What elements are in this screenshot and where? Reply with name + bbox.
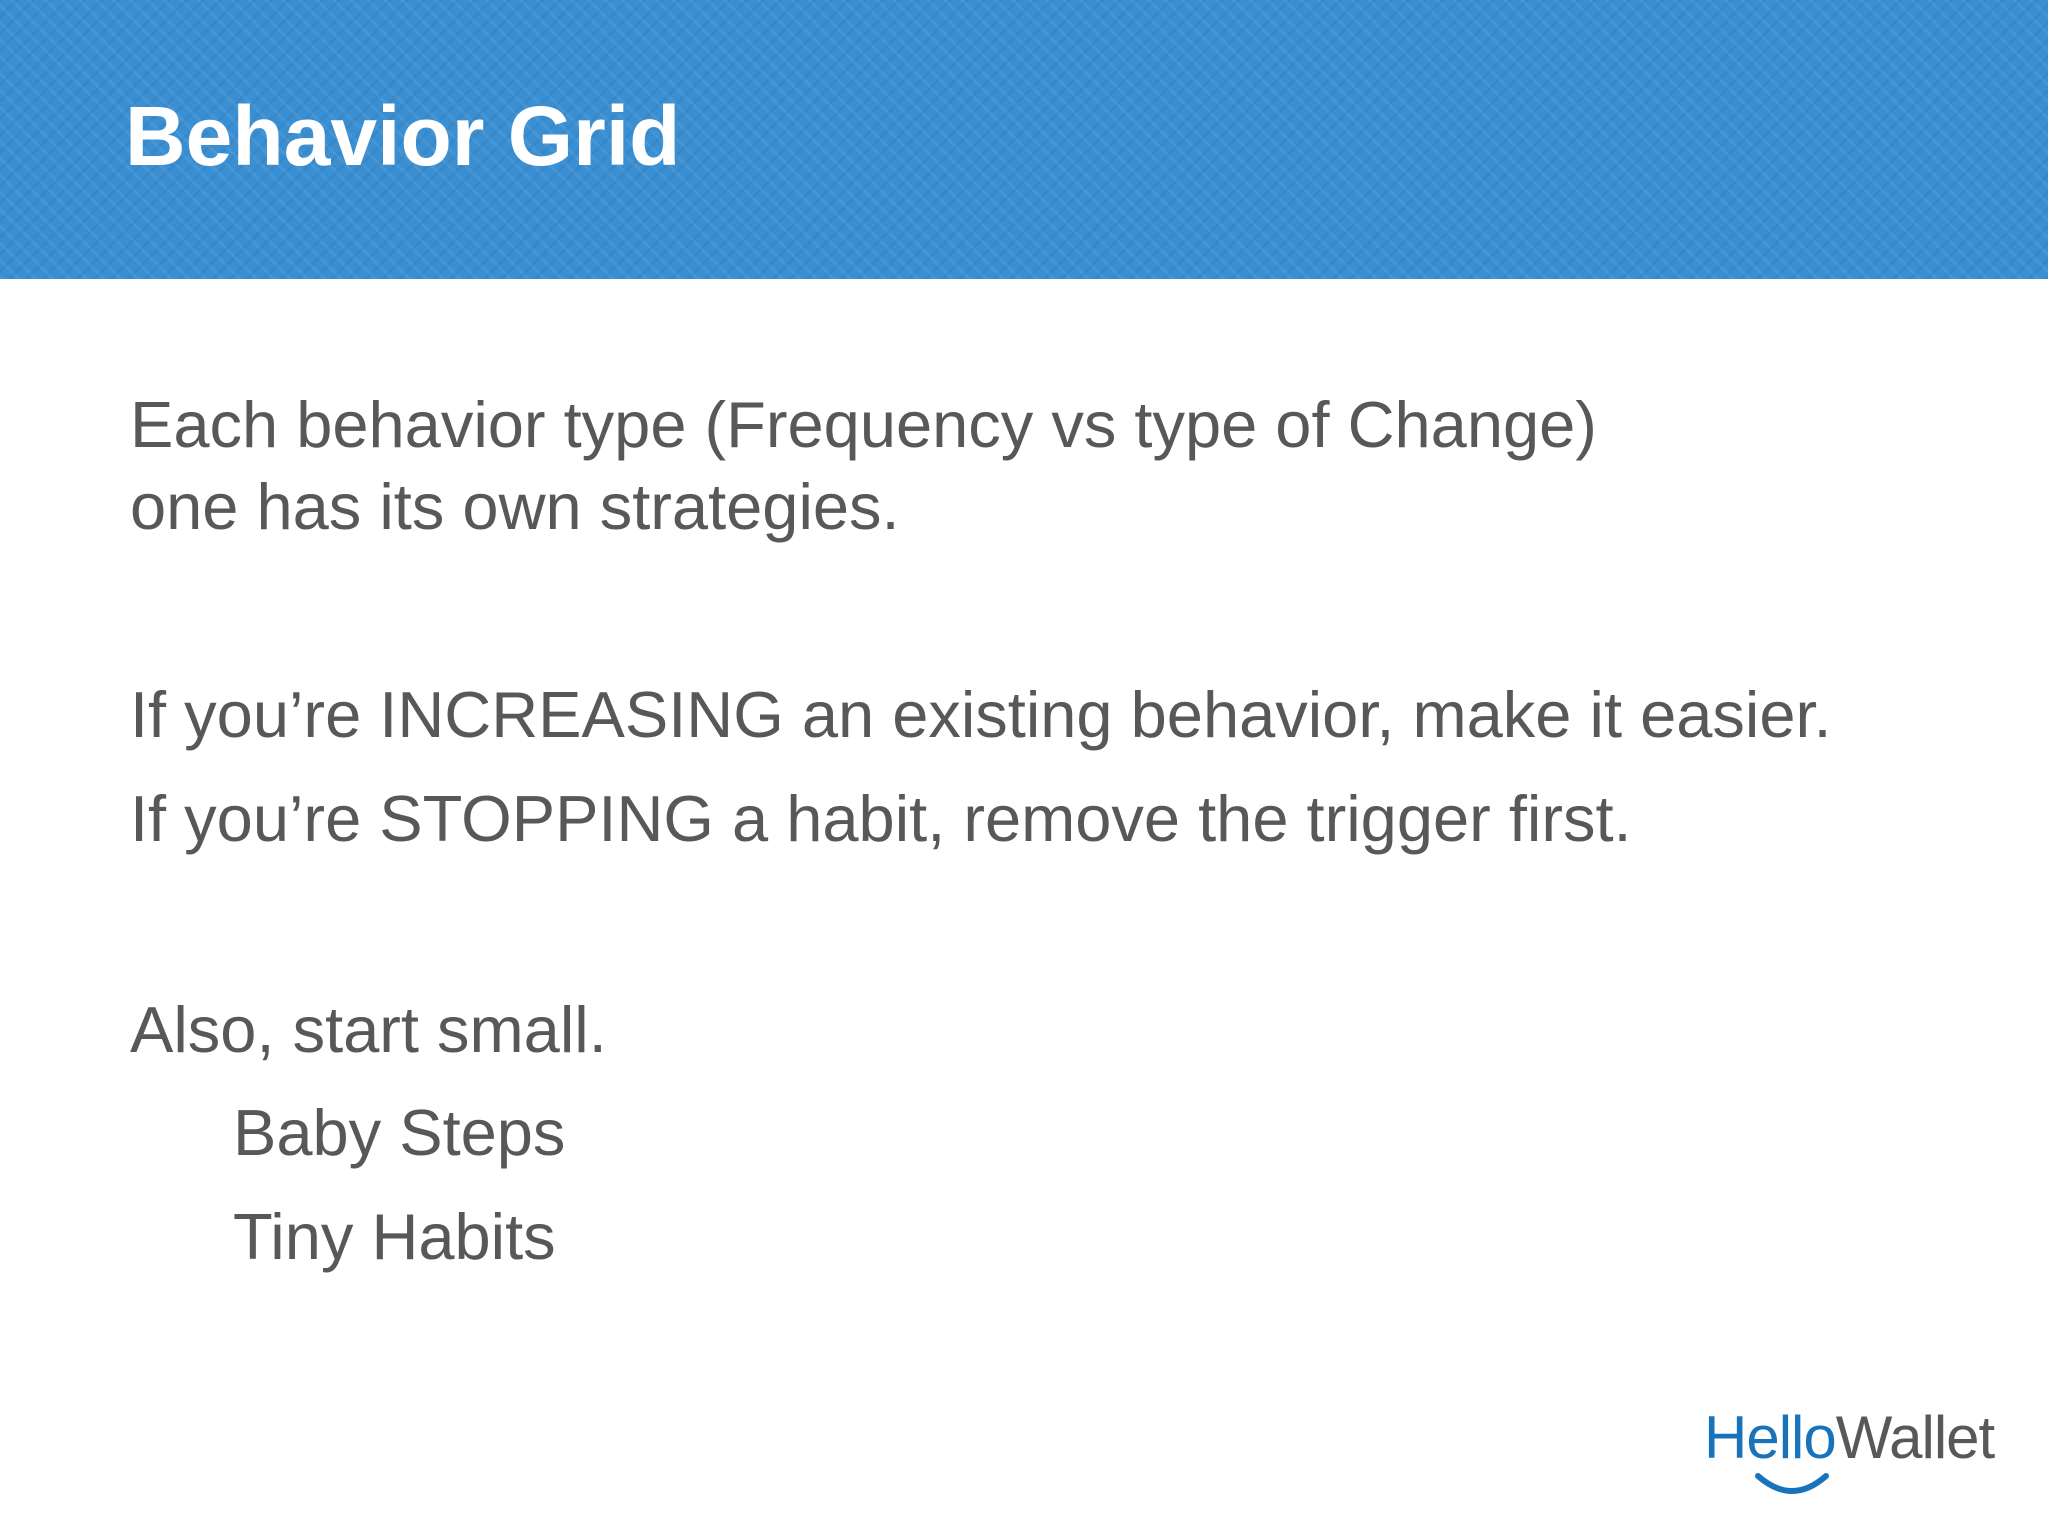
logo-wallet: Wallet: [1835, 1404, 1995, 1471]
hellowallet-logo: [1704, 1404, 1995, 1504]
smile-icon: [1752, 1470, 1832, 1500]
slide-title: Behavior Grid: [125, 89, 681, 183]
list-item-tiny-habits: Tiny Habits: [233, 1200, 556, 1273]
paragraph2-line1: If you’re INCREASING an existing behavior, make it easier.: [130, 678, 1832, 751]
paragraph1-line2: one has its own strategies.: [130, 470, 900, 543]
list-item-baby-steps: Baby Steps: [233, 1096, 566, 1169]
paragraph3-line1: Also, start small.: [130, 993, 607, 1066]
header-band: [0, 0, 2048, 279]
paragraph1-line1: Each behavior type (Frequency vs type of Change): [130, 388, 1597, 461]
logo-text: [1704, 1404, 1995, 1471]
logo-hello: Hello: [1704, 1404, 1836, 1471]
paragraph2-line2: If you’re STOPPING a habit, remove the trigger first.: [130, 782, 1632, 855]
